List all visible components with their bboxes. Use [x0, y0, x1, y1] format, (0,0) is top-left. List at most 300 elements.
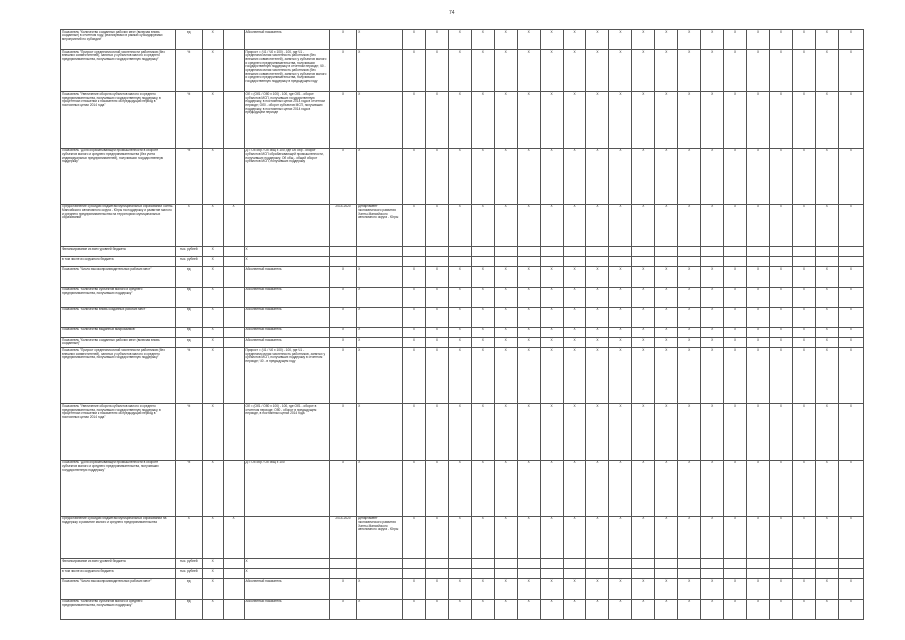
table-cell — [330, 559, 357, 569]
table-cell: X — [494, 267, 517, 287]
table-cell: X — [223, 204, 244, 246]
table-cell: X — [632, 348, 655, 404]
table-cell: X — [701, 287, 724, 307]
table-cell: X — [471, 287, 494, 307]
table-cell: X — [540, 348, 563, 404]
table-cell: X — [330, 338, 357, 348]
table-cell: X — [632, 516, 655, 558]
table-cell: X — [655, 404, 678, 460]
table-cell — [223, 307, 244, 327]
table-cell — [471, 569, 494, 579]
table-cell: X — [609, 204, 632, 246]
table-cell: X — [202, 30, 223, 50]
table-cell: X — [517, 307, 540, 327]
table-cell: X — [494, 460, 517, 516]
table-cell: X — [815, 460, 838, 516]
indicator-name-cell: Предоставление субсидий бюджетам муниципальных образований на поддержку и развитие малого и среднего предпринимательства — [61, 516, 176, 558]
table-cell — [223, 559, 244, 569]
table-cell: Абсолютный показатель — [244, 30, 330, 50]
table-cell — [357, 569, 403, 579]
table-cell: X — [448, 307, 471, 327]
table-cell: X — [448, 30, 471, 50]
table-cell — [586, 246, 609, 256]
table-cell — [223, 599, 244, 619]
table-cell: % — [175, 348, 202, 404]
table-cell: X — [769, 338, 792, 348]
table-cell: X — [678, 327, 701, 337]
table-cell: X — [701, 348, 724, 404]
table-cell — [540, 246, 563, 256]
table-cell: X — [678, 599, 701, 619]
table-cell: Департамент экономического развития Ханты-Мансийского автономного округа - Югры — [357, 516, 403, 558]
table-cell — [838, 559, 863, 569]
table-row — [61, 267, 864, 287]
table-cell: X — [517, 327, 540, 337]
table-cell: X — [609, 327, 632, 337]
table-cell: X — [838, 50, 863, 92]
table-row — [61, 287, 864, 307]
table-cell: X — [202, 460, 223, 516]
table-cell — [330, 246, 357, 256]
table-cell: X — [815, 287, 838, 307]
table-cell: X — [792, 307, 815, 327]
table-cell: X — [678, 516, 701, 558]
table-cell: X — [838, 267, 863, 287]
table-row — [61, 148, 864, 204]
table-cell: ед — [175, 267, 202, 287]
table-cell — [655, 257, 678, 267]
table-cell: X — [517, 338, 540, 348]
table-cell: X — [838, 204, 863, 246]
table-cell: X — [769, 516, 792, 558]
table-cell: X — [838, 338, 863, 348]
table-cell: X — [724, 267, 747, 287]
table-cell: X — [448, 579, 471, 599]
table-cell: X — [471, 204, 494, 246]
table-cell: X — [747, 30, 770, 50]
table-cell: X — [655, 307, 678, 327]
table-cell — [769, 569, 792, 579]
table-cell: X — [747, 327, 770, 337]
table-cell: X — [632, 327, 655, 337]
table-cell — [330, 257, 357, 267]
table-cell — [632, 246, 655, 256]
table-cell: X — [632, 579, 655, 599]
table-cell — [747, 246, 770, 256]
table-cell: X — [632, 599, 655, 619]
table-cell — [223, 267, 244, 287]
table-cell: X — [701, 404, 724, 460]
table-cell: X — [838, 307, 863, 327]
table-cell: X — [724, 460, 747, 516]
table-cell: X — [678, 267, 701, 287]
table-cell — [223, 327, 244, 337]
table-cell — [701, 569, 724, 579]
table-row — [61, 246, 864, 256]
table-cell: X — [330, 327, 357, 337]
table-cell: X — [517, 92, 540, 148]
table-cell: X — [202, 338, 223, 348]
table-row — [61, 307, 864, 327]
table-cell — [517, 257, 540, 267]
table-cell: X — [471, 50, 494, 92]
table-cell: X — [792, 267, 815, 287]
table-cell: X — [747, 338, 770, 348]
table-cell: X — [678, 460, 701, 516]
table-cell: X — [632, 50, 655, 92]
table-cell — [747, 257, 770, 267]
table-cell: X — [448, 92, 471, 148]
table-cell: X — [330, 92, 357, 148]
table-cell: X — [724, 30, 747, 50]
table-cell: X — [632, 338, 655, 348]
table-cell — [223, 257, 244, 267]
table-cell: X — [586, 348, 609, 404]
table-cell: X — [330, 460, 357, 516]
table-cell: X — [747, 287, 770, 307]
table-cell: X — [792, 30, 815, 50]
table-cell — [678, 257, 701, 267]
table-cell: X — [678, 307, 701, 327]
table-cell: X — [540, 338, 563, 348]
indicator-name-cell: Показатель "Доля обрабатывающей промышленности в обороте субъектов малого и среднего предпринимательства (без учета индивидуальных предпринимателей), получивших государственную поддержку" — [61, 148, 176, 204]
table-cell — [223, 92, 244, 148]
table-cell: X — [563, 599, 586, 619]
table-cell: X — [792, 599, 815, 619]
table-cell: X — [540, 204, 563, 246]
table-cell — [471, 246, 494, 256]
table-cell: X — [838, 516, 863, 558]
table-cell — [747, 569, 770, 579]
table-cell: X — [769, 307, 792, 327]
table-cell — [402, 559, 425, 569]
table-cell: X — [494, 404, 517, 460]
table-cell: X — [678, 92, 701, 148]
table-cell: X — [655, 148, 678, 204]
table-cell: X — [448, 348, 471, 404]
table-cell: X — [517, 148, 540, 204]
table-row — [61, 579, 864, 599]
table-cell — [632, 559, 655, 569]
table-cell: X — [815, 348, 838, 404]
table-cell: X — [402, 267, 425, 287]
table-cell: X — [448, 287, 471, 307]
table-cell: X — [402, 579, 425, 599]
table-cell: X — [494, 327, 517, 337]
table-cell: X — [517, 204, 540, 246]
table-cell: X — [792, 148, 815, 204]
table-cell: X — [815, 30, 838, 50]
indicator-name-cell: Показатель "Количество выданных микрозаймов" — [61, 327, 176, 337]
table-cell: X — [609, 338, 632, 348]
table-cell — [655, 569, 678, 579]
table-cell: X — [609, 516, 632, 558]
table-cell: X — [655, 579, 678, 599]
indicator-name-cell: в том числе из окружного бюджета — [61, 569, 176, 579]
table-cell: X — [563, 348, 586, 404]
table-cell — [517, 246, 540, 256]
table-cell: % — [175, 404, 202, 460]
table-cell: X — [586, 327, 609, 337]
table-cell: X — [609, 404, 632, 460]
table-cell — [448, 569, 471, 579]
table-row — [61, 338, 864, 348]
table-cell — [448, 559, 471, 569]
table-cell — [563, 257, 586, 267]
table-cell: X — [838, 148, 863, 204]
table-cell — [517, 569, 540, 579]
table-cell: X — [494, 338, 517, 348]
table-cell: X — [494, 287, 517, 307]
table-cell: X — [678, 204, 701, 246]
page-number: 74 — [449, 10, 455, 16]
indicator-name-cell: Показатель "Количество вновь созданных рабочих мест" — [61, 307, 176, 327]
table-cell: X — [330, 267, 357, 287]
table-cell: X — [494, 92, 517, 148]
table-cell: X — [792, 404, 815, 460]
table-cell — [655, 559, 678, 569]
table-cell: тыс. рублей — [175, 246, 202, 256]
table-cell: X — [202, 267, 223, 287]
indicator-name-cell: Показатель "Количество созданных рабочих мест (включая вновь созданные)" — [61, 338, 176, 348]
table-cell: X — [563, 516, 586, 558]
table-cell: X — [471, 460, 494, 516]
table-cell: X — [678, 50, 701, 92]
table-cell: X — [563, 460, 586, 516]
table-cell: ед — [175, 338, 202, 348]
table-cell: X — [357, 30, 403, 50]
table-cell: X — [609, 287, 632, 307]
table-cell: X — [586, 267, 609, 287]
table-cell: Абсолютный показатель — [244, 287, 330, 307]
table-cell: X — [838, 30, 863, 50]
table-cell: X — [655, 30, 678, 50]
table-cell: тыс. рублей — [175, 569, 202, 579]
table-cell: X — [563, 204, 586, 246]
table-cell — [609, 559, 632, 569]
table-cell: % — [175, 92, 202, 148]
table-cell — [223, 148, 244, 204]
table-cell: X — [357, 92, 403, 148]
table-cell: X — [563, 579, 586, 599]
table-cell — [586, 559, 609, 569]
table-cell: X — [586, 92, 609, 148]
table-cell: X — [838, 460, 863, 516]
table-cell — [678, 569, 701, 579]
table-cell: X — [815, 50, 838, 92]
table-cell — [448, 246, 471, 256]
table-cell: X — [330, 404, 357, 460]
table-cell: X — [563, 92, 586, 148]
table-cell: X — [517, 50, 540, 92]
table-row — [61, 92, 864, 148]
table-cell — [815, 569, 838, 579]
table-cell: X — [540, 148, 563, 204]
table-cell: X — [701, 148, 724, 204]
table-cell: X — [609, 50, 632, 92]
table-cell: X — [517, 460, 540, 516]
table-cell: X — [747, 516, 770, 558]
table-row — [61, 516, 864, 558]
table-cell: X — [425, 460, 448, 516]
table-cell — [838, 257, 863, 267]
table-cell: X — [402, 148, 425, 204]
indicator-name-cell: Показатель "Число высокопроизводительных рабочих мест" — [61, 267, 176, 287]
indicator-name-cell: Показатель "Прирост среднесписочной численности работников (без внешних совместителей), занятых у субъектов малого и среднего предпринимательства, получивших государственную поддержку" — [61, 50, 176, 92]
table-cell: X — [402, 404, 425, 460]
table-cell: X — [747, 348, 770, 404]
table-cell: X — [330, 579, 357, 599]
table-cell: X — [769, 30, 792, 50]
table-cell: X — [815, 579, 838, 599]
table-cell: Абсолютный показатель — [244, 338, 330, 348]
table-cell: 2014-2020 — [330, 204, 357, 246]
table-cell: X — [792, 92, 815, 148]
table-cell: X — [448, 148, 471, 204]
table-cell: X — [540, 599, 563, 619]
table-cell: X — [202, 516, 223, 558]
table-cell: X — [609, 148, 632, 204]
table-cell: X — [563, 148, 586, 204]
table-cell: X — [769, 92, 792, 148]
table-cell: X — [402, 599, 425, 619]
table-cell: X — [769, 204, 792, 246]
table-cell — [471, 559, 494, 569]
table-cell: X — [517, 516, 540, 558]
table-row — [61, 50, 864, 92]
table-cell: X — [724, 287, 747, 307]
table-cell: X — [747, 307, 770, 327]
table-cell — [244, 204, 330, 246]
table-cell: X — [655, 460, 678, 516]
table-cell — [815, 246, 838, 256]
table-cell: X — [747, 267, 770, 287]
table-cell: X — [357, 148, 403, 204]
table-cell: X — [586, 30, 609, 50]
table-cell: X — [655, 327, 678, 337]
table-cell: X — [357, 579, 403, 599]
table-cell — [586, 257, 609, 267]
table-cell — [494, 559, 517, 569]
table-cell: X — [769, 348, 792, 404]
table-cell: X — [769, 599, 792, 619]
table-cell: X — [838, 579, 863, 599]
table-cell: X — [494, 148, 517, 204]
table-cell: X — [678, 348, 701, 404]
table-cell — [402, 246, 425, 256]
table-cell: X — [586, 148, 609, 204]
table-cell: X — [540, 460, 563, 516]
table-cell: X — [792, 516, 815, 558]
table-cell: X — [540, 92, 563, 148]
indicator-name-cell: Показатель "Количество созданных рабочих мест (включая вновь созданные) в отчетном году, реализуемых в рамках субсидируемых мероприятий по субсидии" — [61, 30, 176, 50]
table-cell: X — [792, 348, 815, 404]
table-cell: X — [357, 404, 403, 460]
table-cell: X — [586, 599, 609, 619]
table-row — [61, 30, 864, 50]
table-cell: X — [540, 267, 563, 287]
table-cell: X — [202, 348, 223, 404]
table-cell: Д = Об обр / Об общ x 100, где Об обр - оборот субъектов МСП обрабатывающей промышленности, получивших поддержку; Об общ - общий оборот субъектов МСП, получивших поддержку — [244, 148, 330, 204]
table-cell: X — [724, 92, 747, 148]
table-cell: X — [202, 50, 223, 92]
table-cell: X — [815, 92, 838, 148]
table-cell: X — [792, 50, 815, 92]
indicator-name-cell: Показатель "Увеличение оборота субъектов малого и среднего предпринимательства, получивших государственную поддержку, в процентном отношении к показателю за предыдущий период в постоянных ценах 2014 года" — [61, 404, 176, 460]
table-cell: X — [815, 267, 838, 287]
table-cell — [540, 569, 563, 579]
table-cell: X — [747, 204, 770, 246]
table-cell: X — [655, 287, 678, 307]
table-cell: X — [815, 307, 838, 327]
table-cell: X — [357, 599, 403, 619]
table-cell: X — [815, 204, 838, 246]
table-cell: X — [517, 30, 540, 50]
table-cell: X — [609, 579, 632, 599]
table-cell: X — [402, 50, 425, 92]
table-cell: X — [586, 516, 609, 558]
table-cell: Прирост = (Ч1 / Ч0 x 100) - 100, где Ч1 - среднесписочная численность работников, занятых у субъектов МСП, получивших поддержку в отчетном периоде; Ч0 - в предыдущем году — [244, 348, 330, 404]
table-cell: X — [632, 404, 655, 460]
table-cell: X — [701, 516, 724, 558]
table-cell — [747, 559, 770, 569]
table-cell: ед — [175, 30, 202, 50]
table-cell: X — [175, 204, 202, 246]
table-cell: ед — [175, 327, 202, 337]
table-cell: ед — [175, 307, 202, 327]
table-cell: X — [632, 30, 655, 50]
table-cell — [223, 569, 244, 579]
table-cell: X — [402, 327, 425, 337]
table-cell: X — [724, 148, 747, 204]
table-cell: X — [425, 348, 448, 404]
table-cell: X — [655, 92, 678, 148]
table-cell — [425, 569, 448, 579]
table-cell: X — [838, 327, 863, 337]
table-cell: X — [202, 559, 223, 569]
table-cell: X — [563, 327, 586, 337]
table-cell: X — [701, 30, 724, 50]
table-cell: X — [609, 460, 632, 516]
table-cell — [724, 257, 747, 267]
table-cell: X — [678, 338, 701, 348]
table-cell: X — [425, 516, 448, 558]
table-cell — [425, 559, 448, 569]
table-row — [61, 569, 864, 579]
table-cell — [563, 569, 586, 579]
table-cell: X — [494, 204, 517, 246]
table-row — [61, 460, 864, 516]
table-cell: X — [792, 579, 815, 599]
table-cell — [838, 246, 863, 256]
table-cell — [223, 460, 244, 516]
table-cell: X — [202, 569, 223, 579]
table-cell: X — [202, 257, 223, 267]
table-cell: X — [357, 50, 403, 92]
table-body — [61, 30, 864, 620]
table-cell: Об = (Об1 / Об0 x 100) - 100, где Об1 - оборот субъектов МСП, получивших государственную поддержку, в постоянных ценах 2014 года в отчетном периоде; Об0 - оборот субъектов МСП, получивших поддержку, в постоянных ценах 2014 года в предыдущем периоде — [244, 92, 330, 148]
table-cell: X — [448, 460, 471, 516]
table-cell: X — [609, 267, 632, 287]
indicator-name-cell: Финансирование из всех уровней бюджета — [61, 246, 176, 256]
table-cell: X — [494, 579, 517, 599]
table-cell: X — [724, 599, 747, 619]
table-cell: X — [792, 460, 815, 516]
table-cell: X — [402, 204, 425, 246]
table-cell — [425, 257, 448, 267]
table-cell: X — [655, 516, 678, 558]
table-cell — [632, 569, 655, 579]
